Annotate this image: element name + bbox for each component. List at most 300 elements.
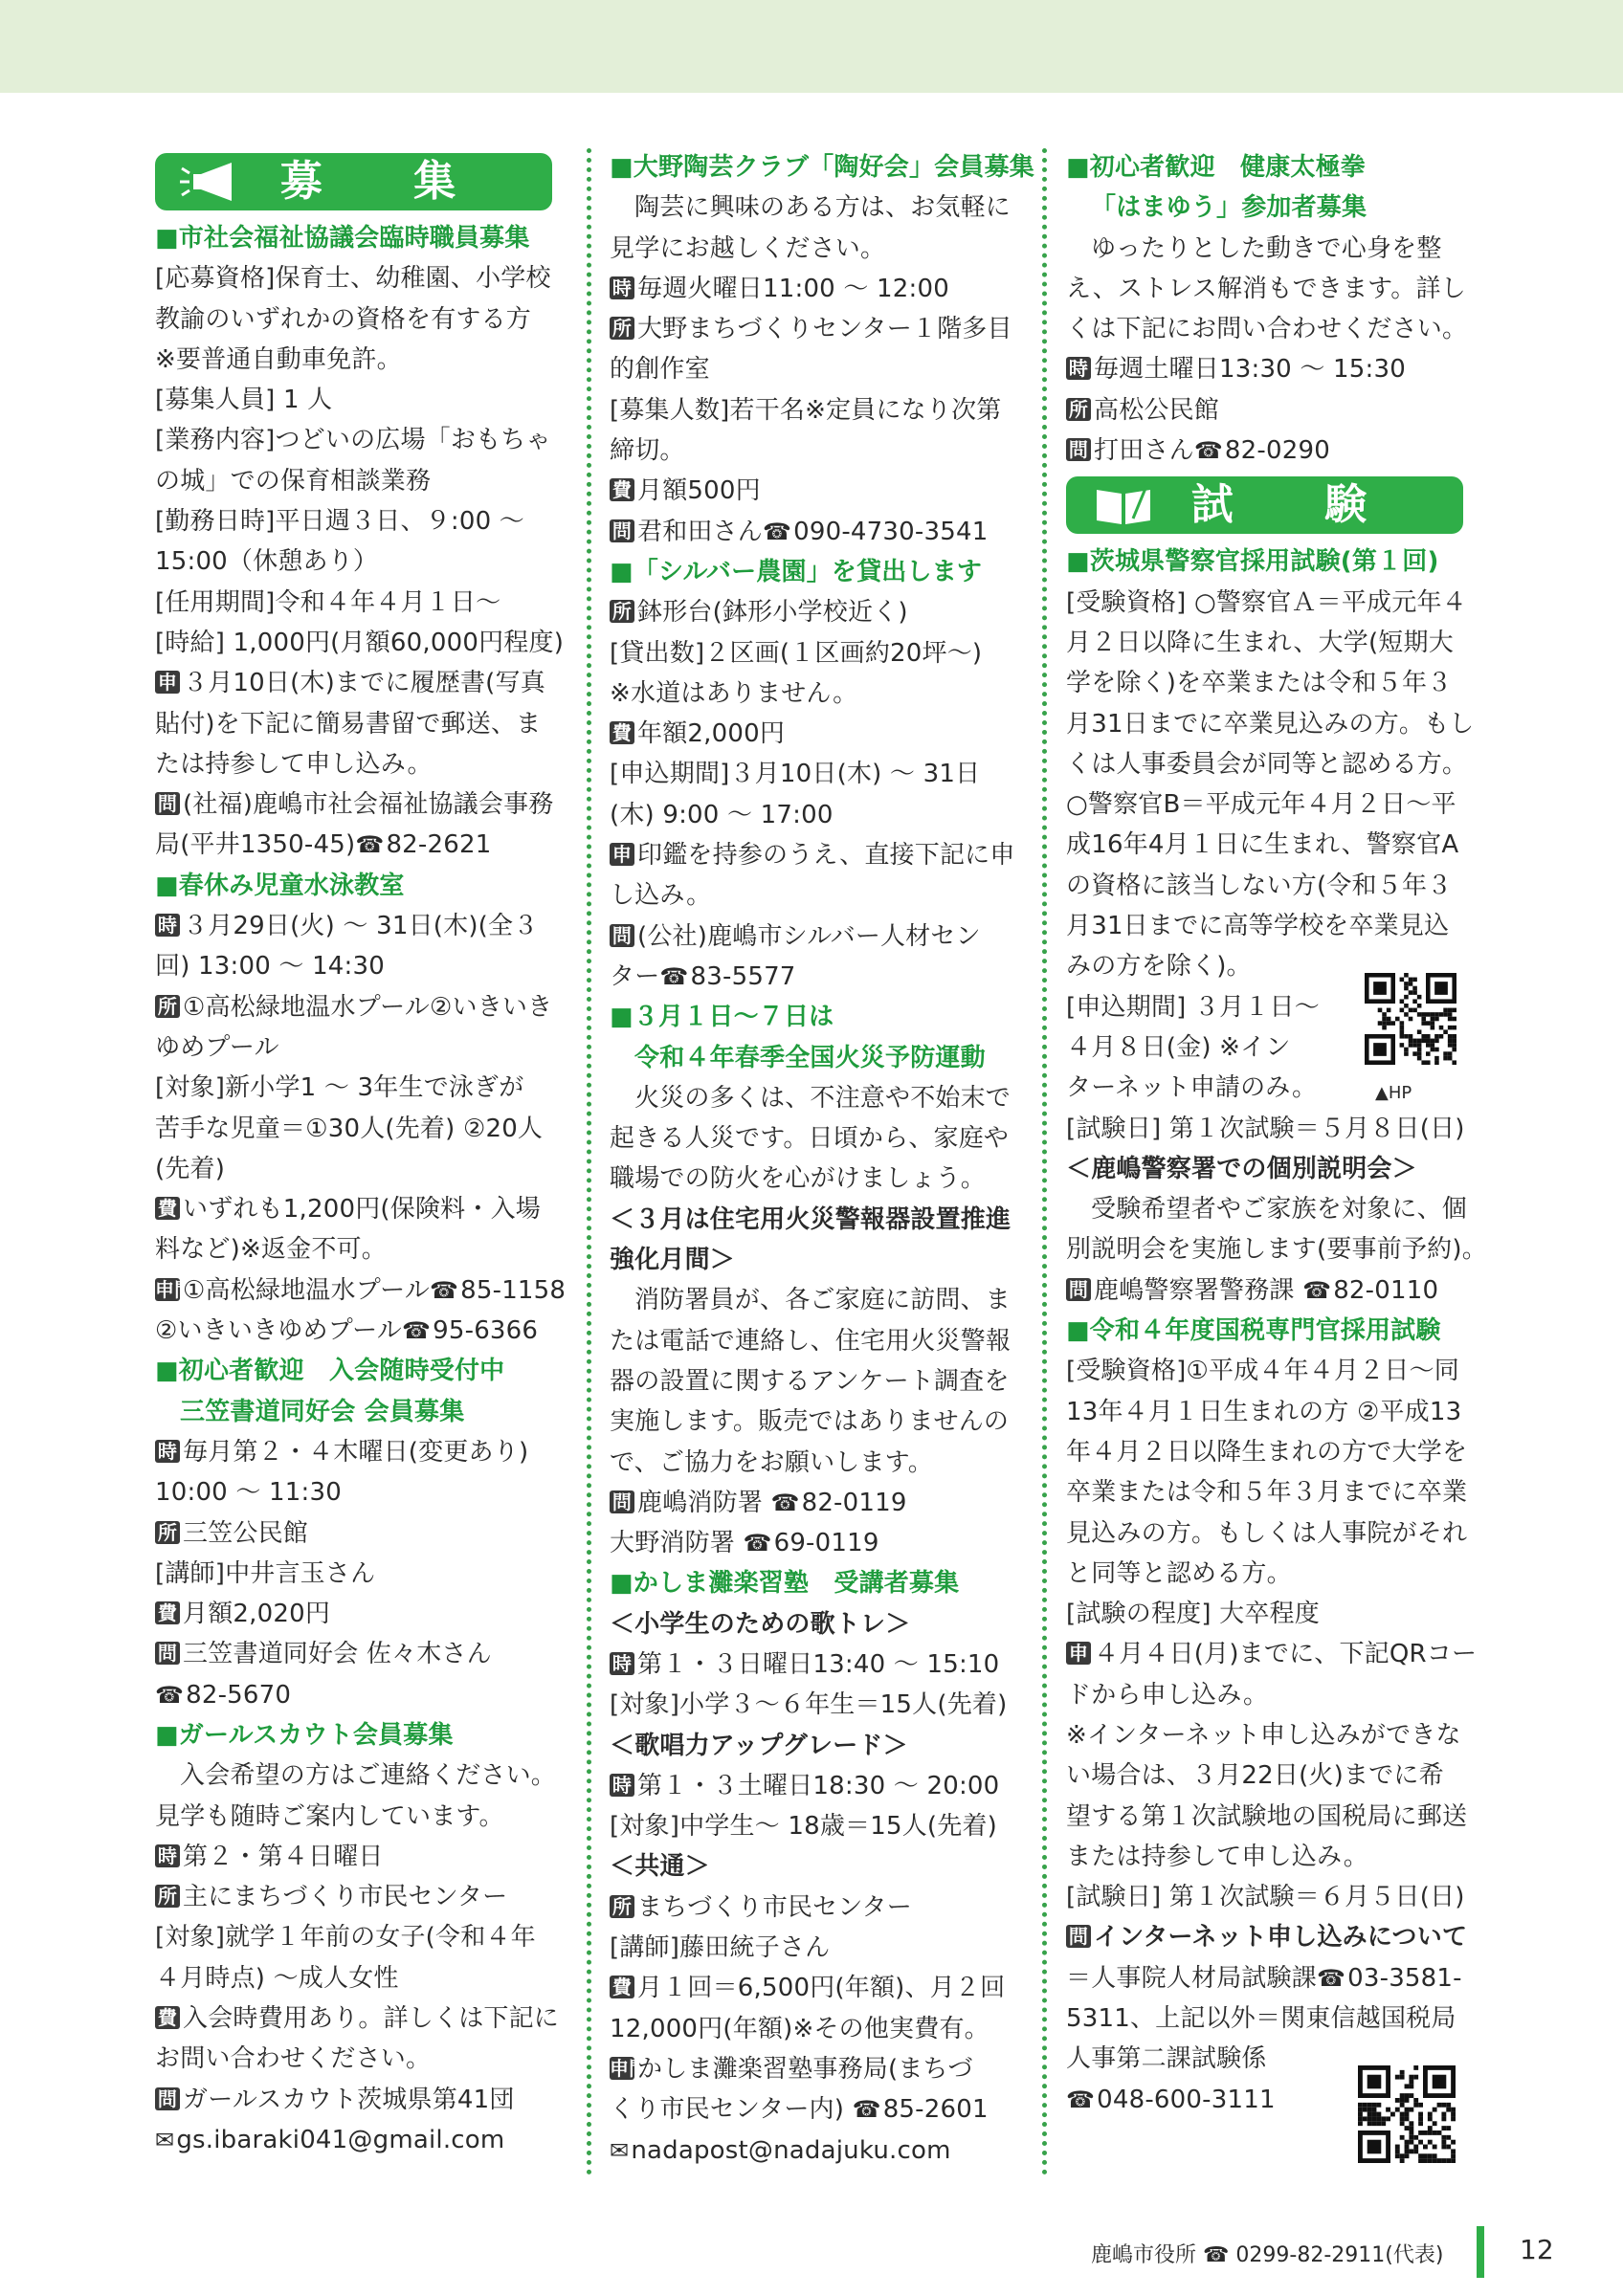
- line-text: (木) 9:00 ～ 17:00: [610, 800, 834, 829]
- section-heading: [610, 552, 1007, 592]
- text-line: [610, 1968, 1007, 2008]
- line-text: 月額500円: [637, 476, 761, 506]
- line-text: [募集人員] 1 人: [155, 386, 333, 415]
- text-line: [1066, 309, 1468, 349]
- line-text: 毎週土曜日13:30 ～ 15:30: [1094, 355, 1406, 385]
- text-line: [610, 633, 1007, 673]
- line-text: [募集人数]若干名※定員になり次第: [610, 395, 1002, 425]
- line-text: 5311、上記以外＝関東信越国税局: [1066, 2004, 1456, 2034]
- text-line: [155, 1109, 552, 1149]
- column-2: [610, 147, 1034, 2171]
- text-line: [610, 1766, 1007, 1806]
- line-text: [申込期間] ３月１日～: [1066, 992, 1320, 1022]
- line-text: ■令和４年度国税専門官採用試験: [1066, 1316, 1441, 1346]
- exam-banner-title: 試 験: [1190, 480, 1406, 530]
- text-line: [1066, 1594, 1463, 1634]
- label-badge: 時: [155, 1844, 180, 1867]
- text-line: [155, 1311, 552, 1351]
- text-line: [155, 1432, 552, 1472]
- text-line: [610, 1685, 1007, 1725]
- line-text: と同等と認める方。: [1066, 1558, 1292, 1588]
- phone-number[interactable]: 82-0290: [1224, 436, 1330, 466]
- line-text: の資格に該当しない方(令和５年３: [1066, 871, 1453, 900]
- line-text: 陶芸に興味のある方は、お気軽に: [634, 193, 1012, 223]
- section-heading: [1066, 147, 1463, 188]
- mail-icon: ✉: [155, 2126, 175, 2153]
- line-text: 月31日までに卒業見込みの方。もし: [1066, 709, 1475, 739]
- label-badge: 申問: [155, 1277, 194, 1301]
- text-line: [1066, 866, 1463, 906]
- line-text: くり市民センター内): [610, 2095, 853, 2125]
- text-line: [155, 541, 552, 582]
- line-text: たは電話で連絡し、住宅用火災警報: [610, 1326, 1012, 1356]
- sub-heading: [610, 1200, 1012, 1240]
- phone-number[interactable]: 048-600-3111: [1097, 2085, 1276, 2114]
- phone-number[interactable]: 82-5670: [186, 1680, 292, 1710]
- text-line: [610, 1523, 1007, 1563]
- sub-heading: [610, 1726, 1007, 1766]
- text-line: [610, 875, 1007, 916]
- text-line: [610, 512, 1007, 552]
- text-line: [1066, 1675, 1463, 1715]
- phone-number[interactable]: 82-0119: [801, 1488, 907, 1517]
- text-line: [1066, 229, 1463, 269]
- line-text: 毎週火曜日11:00 ～ 12:00: [637, 274, 949, 303]
- section-heading: [610, 1563, 1007, 1603]
- text-line: [610, 1806, 1007, 1846]
- line-text: ドから申し込み。: [1066, 1680, 1269, 1710]
- line-text: 「はまゆう」参加者募集: [1091, 193, 1367, 223]
- label-badge: 申問: [610, 2056, 649, 2080]
- section-heading: [155, 1351, 552, 1391]
- text-line: [610, 1078, 1012, 1118]
- line-text: し込み。: [610, 881, 712, 911]
- text-line: [610, 957, 1007, 997]
- line-text: ４月８日(金) ※イン: [1066, 1032, 1291, 1062]
- text-line: [610, 349, 1007, 389]
- section-heading: [155, 866, 552, 906]
- label-badge: 問: [1066, 1925, 1091, 1948]
- line-text: 大野まちづくりセンター１階多目: [637, 315, 1012, 344]
- text-line: [1066, 704, 1475, 744]
- email-address[interactable]: nadapost@nadajuku.com: [631, 2135, 951, 2165]
- top-band: [0, 0, 1623, 93]
- label-badge: 問: [610, 519, 634, 542]
- line-text: ②いきいきゆめプール: [155, 1316, 403, 1346]
- label-badge: 所: [610, 1895, 634, 1918]
- line-text: ■かしま灘楽習塾 受講者募集: [610, 1569, 960, 1599]
- text-line: [1066, 1392, 1463, 1432]
- line-text: お問い合わせください。: [155, 2044, 432, 2074]
- text-line: [1066, 1998, 1463, 2039]
- recruit-banner: [155, 153, 552, 210]
- line-text: (公社)鹿嶋市シルバー人材セン: [637, 921, 981, 951]
- text-line: [1066, 663, 1463, 703]
- line-text: ガールスカウト茨城県第41団: [183, 2085, 515, 2114]
- line-text: 見学にお越しください。: [610, 233, 886, 263]
- line-text: ＝人事院人材局試験課: [1066, 1963, 1318, 1993]
- footer-tel: 0299-82-2911(代表): [1235, 2243, 1444, 2267]
- line-text: 月額2,020円: [183, 1600, 331, 1629]
- qr-code-icon[interactable]: [1365, 973, 1456, 1065]
- line-text: たは持参して申し込み。: [155, 749, 433, 779]
- line-text: 三笠書道同好会 佐々木さん: [183, 1640, 492, 1669]
- email-address[interactable]: gs.ibaraki041@gmail.com: [176, 2125, 505, 2154]
- line-text: ター: [610, 961, 660, 991]
- text-line: [1066, 744, 1468, 784]
- label-badge: 時: [610, 1652, 634, 1675]
- section-heading: [1066, 188, 1463, 228]
- text-line: [1066, 906, 1463, 946]
- text-line: [610, 2089, 1007, 2130]
- text-line: [155, 1513, 552, 1554]
- phone-icon: ☎: [763, 518, 792, 545]
- text-line: [155, 1675, 552, 1715]
- text-line: [155, 623, 565, 663]
- line-text: 料など)※返金不可。: [155, 1235, 387, 1265]
- line-text: ＜歌唱力アップグレード＞: [610, 1731, 908, 1760]
- column-1: [155, 147, 567, 2160]
- column-3: [1066, 147, 1487, 2120]
- text-line: [155, 1634, 552, 1674]
- text-line: [1066, 1351, 1463, 1391]
- line-text: 第１・３土曜日18:30 ～ 20:00: [637, 1771, 1000, 1800]
- line-text: 鉢形台(鉢形小学校近く): [637, 598, 908, 628]
- section-heading: [610, 1038, 1007, 1078]
- label-badge: 費: [610, 1976, 634, 1998]
- text-line: [610, 1280, 1012, 1320]
- line-text: ＜小学生のための歌トレ＞: [610, 1609, 911, 1639]
- text-line: [155, 1877, 552, 1917]
- label-badge: 所: [610, 600, 634, 623]
- text-line: [1066, 1109, 1463, 1149]
- column-2-body: [610, 147, 1034, 2171]
- text-line: [155, 1068, 552, 1108]
- label-badge: 問: [1066, 1278, 1091, 1301]
- line-text: いずれも1,200円(保険料・入場: [183, 1195, 541, 1225]
- line-text: ■ガールスカウト会員募集: [155, 1720, 454, 1750]
- line-text: 第２・第４日曜日: [183, 1842, 384, 1871]
- line-text: ○警察官B＝平成元年４月２日～平: [1066, 790, 1456, 820]
- line-text: [時給] 1,000円(月額60,000円程度): [155, 628, 565, 657]
- phone-icon: ☎: [1203, 2243, 1230, 2267]
- line-text: 成16年4月１日に生まれ、警察官A: [1066, 830, 1459, 860]
- label-badge: 問: [610, 924, 634, 947]
- text-line: [610, 1159, 1007, 1199]
- text-line: [1066, 1715, 1463, 1755]
- line-text: 職場での防火を心がけましょう。: [610, 1164, 987, 1194]
- line-text: 鹿嶋消防署: [637, 1488, 771, 1517]
- line-text: 月31日までに高等学校を卒業見込: [1066, 912, 1450, 941]
- text-line: [1066, 1513, 1468, 1554]
- phone-icon: ☎: [659, 962, 689, 990]
- text-line: [155, 1270, 567, 1311]
- text-line: [155, 1472, 552, 1512]
- text-line: [1066, 1270, 1463, 1311]
- line-text: [対象]就学１年前の女子(令和４年: [155, 1923, 536, 1953]
- phone-number[interactable]: 95-6366: [433, 1316, 539, 1346]
- column-divider: [1042, 148, 1047, 2176]
- phone-number[interactable]: 69-0119: [773, 1529, 879, 1558]
- text-line: [610, 471, 1007, 511]
- line-text: ■茨城県警察官採用試験(第１回): [1066, 547, 1439, 577]
- text-line: [155, 583, 552, 623]
- phone-icon: ☎: [1193, 437, 1223, 465]
- text-line: [610, 2009, 1007, 2049]
- label-badge: 時: [610, 276, 634, 299]
- sub-heading: [610, 1604, 1007, 1645]
- label-badge: 費: [155, 1197, 180, 1220]
- text-line: [1066, 1634, 1478, 1674]
- text-line: [1066, 583, 1467, 623]
- text-line: [155, 1755, 557, 1796]
- label-badge: 申: [610, 843, 634, 866]
- sub-heading: [610, 1240, 1007, 1280]
- line-text: [試験の程度] 大卒程度: [1066, 1600, 1320, 1629]
- line-text: [講師]藤田統子さん: [610, 1933, 831, 1963]
- line-text: ＜鹿嶋警察署での個別説明会＞: [1066, 1154, 1417, 1183]
- text-line: [155, 1027, 552, 1068]
- phone-icon: ☎: [852, 2096, 881, 2124]
- text-line: [155, 340, 552, 380]
- text-line: [1066, 1958, 1463, 1998]
- line-text: 望する第１次試験地の国税局に郵送: [1066, 1801, 1468, 1831]
- line-text: 的創作室: [610, 355, 710, 385]
- text-line: [610, 1361, 1010, 1402]
- phone-icon: ☎: [770, 1489, 800, 1516]
- line-text: ゆめプール: [155, 1032, 279, 1062]
- line-text: ■初心者歓迎 健康太極拳: [1066, 153, 1366, 182]
- line-text: 締切。: [610, 436, 685, 466]
- text-line: [610, 754, 1007, 794]
- phone-icon: ☎: [1066, 2086, 1096, 2113]
- phone-icon: ☎: [355, 831, 385, 859]
- phone-number[interactable]: 85-1158: [460, 1275, 567, 1305]
- text-line: [155, 2080, 552, 2120]
- line-text: 起きる人災です。日頃から、家庭や: [610, 1124, 1010, 1154]
- phone-number[interactable]: 82-0110: [1333, 1275, 1439, 1305]
- section-heading: [155, 1715, 552, 1755]
- line-text: 見学も随時ご案内しています。: [155, 1801, 504, 1831]
- line-text: ①高松緑地温水プール②いきいき: [183, 992, 553, 1022]
- phone-icon: ☎: [155, 1681, 185, 1709]
- text-line: [610, 1443, 1007, 1483]
- text-line: [155, 946, 552, 986]
- section-heading: [610, 147, 1034, 188]
- text-line: [610, 673, 1007, 714]
- text-line: [1066, 825, 1463, 865]
- footer-office: 鹿嶋市役所: [1091, 2243, 1197, 2267]
- text-line: [155, 825, 552, 865]
- line-text: (社福)鹿嶋市社会福祉協議会事務: [183, 790, 554, 820]
- column-3-top: [1066, 147, 1468, 471]
- phone-icon: ☎: [402, 1317, 432, 1345]
- label-badge: 時: [610, 1774, 634, 1797]
- label-badge: 所: [155, 995, 180, 1018]
- column-3-body: [1066, 541, 1487, 2120]
- text-line: [155, 784, 552, 825]
- text-line: [1066, 1472, 1468, 1512]
- text-line: [1066, 1189, 1468, 1229]
- line-text: 学を除く)を卒業または令和５年３: [1066, 669, 1453, 698]
- recruit-banner-title: 募 集: [279, 157, 495, 206]
- line-text: 第１・３日曜日13:40 ～ 15:10: [637, 1649, 1000, 1679]
- text-line: [155, 1998, 560, 2039]
- line-text: (先着): [155, 1154, 226, 1183]
- phone-number[interactable]: 83-5577: [690, 961, 796, 991]
- text-line: [155, 663, 552, 703]
- phone-icon: ☎: [743, 1530, 772, 1557]
- phone-number[interactable]: 85-2601: [882, 2095, 989, 2125]
- line-text: [対象]新小学1 ～ 3年生で泳ぎが: [155, 1073, 524, 1103]
- line-text: ４月時点) ～成人女性: [155, 1963, 399, 1993]
- text-line: [155, 1797, 552, 1837]
- qr-code-icon[interactable]: [1358, 2065, 1456, 2163]
- line-text: 10:00 ～ 11:30: [155, 1478, 342, 1508]
- line-text: [試験日] 第１次試験＝５月８日(日): [1066, 1114, 1465, 1143]
- line-text: [貸出数]２区画(１区画約20坪～): [610, 638, 983, 668]
- text-line: [155, 1229, 552, 1269]
- section-heading: [155, 218, 552, 258]
- text-line: [155, 1189, 552, 1229]
- line-text: 月２日以降に生まれ、大学(短期大: [1066, 628, 1454, 657]
- line-text: または持参して申し込み。: [1066, 1842, 1368, 1871]
- line-text: インターネット申し込みについて: [1094, 1923, 1468, 1953]
- line-text: 大野消防署: [610, 1529, 744, 1558]
- line-text: で、ご協力をお願いします。: [610, 1447, 934, 1477]
- label-badge: 申: [1066, 1642, 1091, 1665]
- line-text: [講師]中井言玉さん: [155, 1558, 376, 1588]
- label-badge: 費: [610, 721, 634, 744]
- line-text: 13年４月１日生まれの方 ②平成13: [1066, 1397, 1462, 1426]
- label-badge: 費: [155, 1601, 180, 1624]
- line-text: 見込みの方。もしくは人事院がそれ: [1066, 1518, 1468, 1548]
- text-line: [610, 1402, 1010, 1442]
- phone-number[interactable]: 090-4730-3541: [793, 517, 989, 546]
- text-line: [155, 420, 552, 460]
- line-text: ４月４日(月)までに、下記QRコー: [1094, 1640, 1478, 1669]
- sub-heading: [1066, 1149, 1463, 1189]
- line-text: ■市社会福祉協議会臨時職員募集: [155, 224, 530, 253]
- label-badge: 問: [610, 1490, 634, 1513]
- text-line: [1066, 1432, 1468, 1472]
- phone-icon: ☎: [1302, 1276, 1332, 1304]
- line-text: 卒業または令和５年３月までに卒業: [1066, 1478, 1468, 1508]
- text-line: [610, 1888, 1007, 1928]
- line-text: ＜３月は住宅用火災警報器設置推進: [610, 1204, 1012, 1234]
- text-line: [155, 461, 552, 501]
- sub-heading: [610, 1846, 1007, 1887]
- line-text: 年額2,000円: [637, 719, 786, 749]
- text-line: [610, 188, 1012, 228]
- line-text: 鹿嶋警察署警務課: [1094, 1275, 1303, 1305]
- line-text: [対象]中学生～ 18歳＝15人(先着): [610, 1812, 998, 1842]
- column-divider: [587, 148, 591, 2176]
- line-text: かしま灘楽習塾事務局(まちづ: [637, 2054, 973, 2084]
- exam-banner: [1066, 476, 1463, 534]
- line-text: ■３月１日～７日は: [610, 1003, 834, 1032]
- text-line: [155, 987, 552, 1027]
- text-line: [155, 1594, 552, 1634]
- text-line: [610, 1645, 1007, 1685]
- text-line: [610, 1118, 1010, 1159]
- line-text: 局(平井1350-45): [155, 830, 356, 860]
- line-text: 君和田さん: [637, 517, 764, 546]
- text-line: [1066, 1554, 1463, 1594]
- line-text: くは人事委員会が同等と認める方。: [1066, 749, 1468, 779]
- section-heading: [155, 1392, 552, 1432]
- line-text: [対象]小学３～６年生＝15人(先着): [610, 1690, 1008, 1720]
- text-line: [1066, 269, 1466, 309]
- text-line: [610, 309, 1012, 349]
- line-text: 回) 13:00 ～ 14:30: [155, 952, 385, 982]
- text-line: [155, 1958, 552, 1998]
- phone-number[interactable]: 82-2621: [386, 830, 492, 860]
- line-text: ３月10日(木)までに履歴書(写真: [183, 669, 545, 698]
- phone-number[interactable]: 03-3581-: [1347, 1963, 1462, 1993]
- line-text: [試験日] 第１次試験＝６月５日(日): [1066, 1883, 1465, 1912]
- line-text: 令和４年春季全国火災予防運動: [634, 1043, 986, 1072]
- label-badge: 所: [155, 1885, 180, 1908]
- line-text: 教諭のいずれかの資格を有する方: [155, 304, 532, 334]
- text-line: [155, 501, 552, 541]
- text-line: [1066, 784, 1463, 825]
- label-badge: 時: [155, 914, 180, 937]
- line-text: ■春休み児童水泳教室: [155, 871, 405, 900]
- line-text: [応募資格]保育士、幼稚園、小学校: [155, 264, 551, 294]
- line-text: ■初心者歓迎 入会随時受付中: [155, 1357, 505, 1386]
- label-badge: 費: [155, 2006, 180, 2029]
- line-text: ※水道はありません。: [610, 678, 858, 708]
- line-text: え、ストレス解消もできます。詳し: [1066, 274, 1466, 303]
- mail-icon: ✉: [610, 2136, 630, 2164]
- text-line: [610, 916, 1007, 957]
- footer-bar: [1477, 2226, 1484, 2278]
- text-line: [1066, 623, 1463, 663]
- line-text: ＜共通＞: [610, 1852, 710, 1882]
- text-line: [155, 299, 552, 340]
- line-text: 毎月第２・４木曜日(変更あり): [183, 1437, 529, 1467]
- label-badge: 問: [155, 1642, 180, 1665]
- footer-contact: [1091, 2239, 1443, 2268]
- line-text: 苦手な児童＝①30人(先着) ②20人: [155, 1114, 544, 1143]
- line-text: 12,000円(年額)※その他実費有。: [610, 2014, 989, 2043]
- text-line: [610, 1928, 1007, 1968]
- text-line: [610, 229, 1007, 269]
- text-line: [155, 744, 552, 784]
- line-text: [任用期間]令和４年４月１日～: [155, 587, 501, 617]
- column-1-body: [155, 218, 567, 2160]
- text-line: [155, 1837, 552, 1877]
- line-text: くは下記にお問い合わせください。: [1066, 315, 1468, 344]
- label-badge: 問: [1066, 438, 1091, 461]
- label-badge: 時: [155, 1440, 180, 1463]
- label-badge: 所: [1066, 398, 1091, 421]
- line-text: 別説明会を実施します(要事前予約)。: [1066, 1235, 1487, 1265]
- line-text: ■大野陶芸クラブ「陶好会」会員募集: [610, 153, 1034, 182]
- label-badge: 問: [155, 792, 180, 815]
- line-text: 貼付)を下記に簡易書留で郵送、ま: [155, 709, 542, 739]
- line-text: 消防署員が、各ご家庭に訪問、ま: [634, 1286, 1012, 1315]
- text-line: [1066, 1755, 1463, 1796]
- text-line: [610, 269, 1007, 309]
- qr-caption: ▲HP: [1375, 1083, 1412, 1103]
- label-badge: 費: [610, 478, 634, 501]
- text-line: [155, 704, 552, 744]
- text-line: [155, 380, 552, 420]
- line-text: ゆったりとした動きで心身を整: [1091, 233, 1442, 263]
- label-badge: 所: [155, 1521, 180, 1544]
